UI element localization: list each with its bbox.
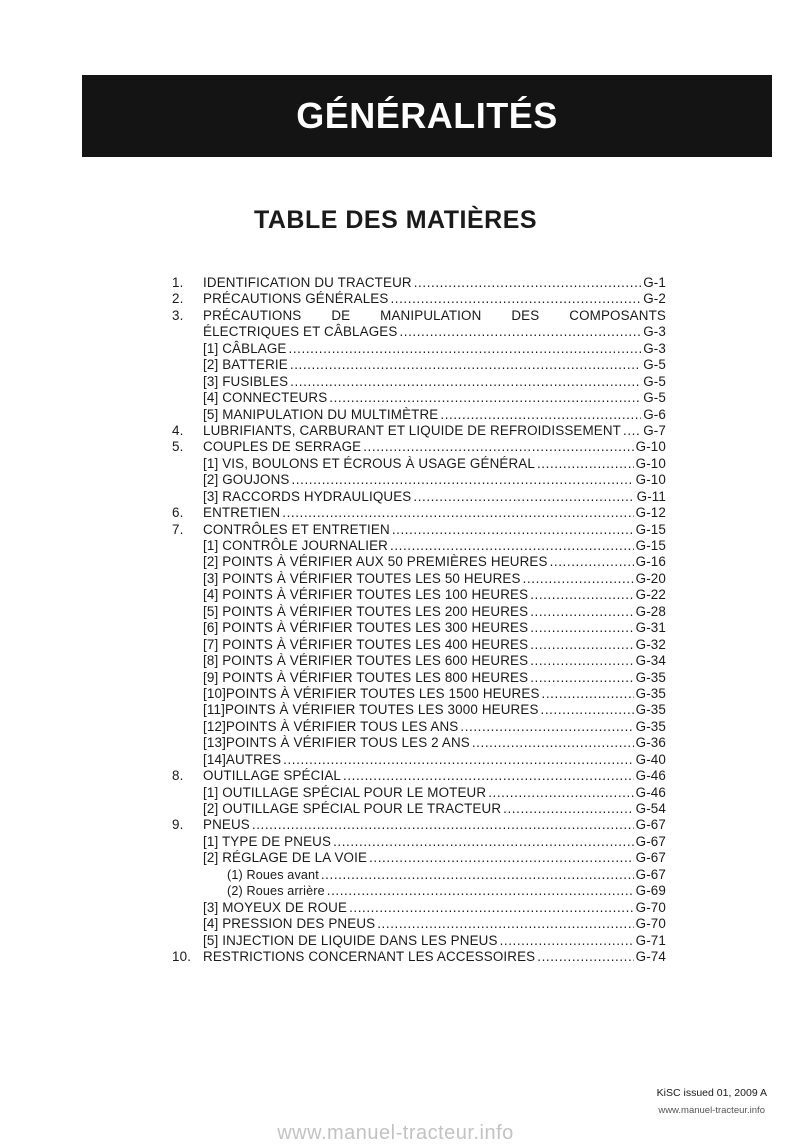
toc-entry-page: G-10 (635, 439, 666, 455)
toc-entry-title: [2] OUTILLAGE SPÉCIAL POUR LE TRACTEUR (203, 801, 502, 816)
toc-entry-number: 8. (172, 768, 184, 784)
toc-entry-title: PRÉCAUTIONS GÉNÉRALES (203, 291, 389, 307)
toc-dot-leader (460, 719, 633, 735)
toc-dot-leader (530, 620, 633, 636)
toc-entry-page: G-71 (635, 932, 666, 948)
toc-entry-page: G-35 (635, 685, 666, 701)
toc-dot-leader (523, 571, 634, 587)
toc-dot-leader (363, 439, 633, 455)
toc-entry-title: [1] VIS, BOULONS ET ÉCROUS À USAGE GÉNÉRAL (203, 455, 535, 471)
toc-entry[interactable] (172, 637, 666, 653)
toc-dot-leader (369, 850, 634, 866)
toc-entry-word: DE (331, 307, 351, 323)
toc-entry-page: G-74 (635, 948, 666, 964)
toc-entry-page: G-11 (636, 488, 666, 504)
toc-entry-page: G-3 (643, 324, 666, 340)
toc-entry-page: G-22 (635, 587, 666, 603)
toc-dot-leader (500, 933, 634, 949)
toc-entry-title: [12]POINTS À VÉRIFIER TOUS LES ANS (203, 718, 459, 734)
toc-entry-title: [3] MOYEUX DE ROUE (203, 899, 348, 915)
toc-entry-title: ÉLECTRIQUES ET CÂBLAGES (203, 324, 398, 340)
toc-entry-title: [2] GOUJONS (203, 472, 290, 488)
toc-dot-leader (542, 686, 634, 702)
toc-entry-title: ENTRETIEN (203, 505, 281, 521)
toc-entry-number: 9. (172, 817, 184, 833)
toc-entry-title: IDENTIFICATION DU TRACTEUR (203, 275, 412, 290)
toc-entry-page: G-40 (635, 751, 666, 767)
toc-entry-page: G-5 (643, 373, 666, 389)
toc-dot-leader (413, 489, 634, 505)
toc-entry-page: G-67 (635, 850, 666, 866)
toc-dot-leader (537, 949, 633, 965)
toc-entry-title: [10]POINTS À VÉRIFIER TOUTES LES 1500 HEURES (203, 685, 540, 701)
toc-entry-page: G-70 (635, 916, 666, 932)
toc-entry[interactable] (172, 275, 666, 291)
toc-entry-title: (1) Roues avant (227, 867, 319, 882)
toc-entry-title: [1] OUTILLAGE SPÉCIAL POUR LE MOTEUR (203, 784, 487, 800)
toc-entry[interactable] (172, 554, 666, 570)
toc-entry-page: G-35 (635, 669, 666, 685)
toc-entry-page: G-67 (635, 817, 666, 833)
toc-entry-title: [1] TYPE DE PNEUS (203, 833, 332, 849)
toc-entry-page: G-36 (635, 735, 666, 751)
toc-entry[interactable] (172, 686, 666, 702)
toc-dot-leader (399, 324, 641, 340)
toc-dot-leader (623, 423, 641, 439)
toc-entry-title: [9] POINTS À VÉRIFIER TOUTES LES 800 HEURES (203, 669, 529, 685)
toc-entry[interactable] (172, 670, 666, 686)
toc-entry-title: LUBRIFIANTS, CARBURANT ET LIQUIDE DE REFROIDISSEMENT (203, 422, 622, 438)
toc-entry[interactable] (172, 653, 666, 669)
toc-dot-leader (537, 456, 634, 472)
toc-dot-leader (503, 801, 633, 817)
toc-entry-number: 7. (172, 521, 184, 537)
toc-entry[interactable] (172, 949, 666, 965)
toc-entry-title: [4] CONNECTEURS (203, 390, 328, 406)
toc-entry-title: [8] POINTS À VÉRIFIER TOUTES LES 600 HEURES (203, 653, 529, 669)
toc-entry[interactable] (172, 522, 666, 538)
toc-entry-number: 10. (172, 948, 192, 964)
toc-entry-page: G-3 (643, 340, 666, 356)
toc-entry[interactable] (172, 439, 666, 455)
toc-entry-title: [1] CÂBLAGE (203, 340, 287, 356)
toc-dot-leader (472, 735, 634, 751)
toc-entry-title: [2] RÉGLAGE DE LA VOIE (203, 850, 368, 866)
toc-entry-title: [3] RACCORDS HYDRAULIQUES (203, 488, 412, 504)
toc-entry-title: COUPLES DE SERRAGE (203, 439, 362, 455)
toc-entry[interactable] (172, 834, 666, 850)
toc-entry-page: G-32 (635, 636, 666, 652)
toc-entry-title: OUTILLAGE SPÉCIAL (203, 768, 341, 784)
toc-entry[interactable] (172, 456, 666, 472)
toc-entry-page: G-5 (643, 357, 666, 373)
toc-dot-leader (390, 538, 634, 554)
toc-entry-title: [2] POINTS À VÉRIFIER AUX 50 PREMIÈRES HEURES (203, 554, 548, 570)
toc-entry-page: G-69 (635, 883, 666, 899)
toc-entry-page: G-2 (643, 291, 666, 307)
toc-dot-leader (329, 390, 641, 406)
toc-dot-leader (283, 752, 633, 768)
toc-entry[interactable] (172, 785, 666, 801)
toc-entry[interactable] (172, 702, 666, 718)
toc-entry-title: [11]POINTS À VÉRIFIER TOUTES LES 3000 HEURES (203, 702, 539, 718)
toc-entry-number: 4. (172, 422, 184, 438)
toc-entry-page: G-5 (643, 390, 666, 406)
toc-entry-title: (2) Roues arrière (227, 884, 325, 899)
toc-entry-page: G-67 (635, 866, 666, 882)
toc-entry-word: PRÉCAUTIONS (203, 307, 302, 323)
toc-entry-page: G-70 (635, 899, 666, 915)
toc-dot-leader (488, 785, 633, 801)
toc-entry[interactable] (172, 587, 666, 603)
toc-dot-leader (327, 883, 634, 899)
toc-entry-title: [5] INJECTION DE LIQUIDE DANS LES PNEUS (203, 932, 498, 948)
toc-entry-page: G-10 (635, 472, 666, 488)
toc-entry-number: 3. (172, 307, 184, 323)
toc-entry-page: G-46 (635, 768, 666, 784)
toc-entry-title: [3] POINTS À VÉRIFIER TOUTES LES 50 HEURES (203, 570, 521, 586)
toc-entry-title: [3] FUSIBLES (203, 373, 289, 389)
toc-dot-leader (541, 702, 634, 718)
document-code: KiSC issued 01, 2009 A (656, 1087, 767, 1099)
toc-entry-page: G-28 (635, 603, 666, 619)
toc-entry-page: G-31 (635, 620, 666, 636)
toc-entry-page: G-7 (643, 422, 666, 438)
toc-entry-title: PNEUS (203, 817, 250, 833)
toc-dot-leader (349, 900, 634, 916)
toc-entry[interactable] (172, 752, 666, 768)
toc-dot-leader (343, 768, 634, 784)
toc-entry-title: RESTRICTIONS CONCERNANT LES ACCESSOIRES (203, 948, 536, 964)
toc-entry[interactable] (172, 768, 666, 784)
toc-entry-page: G-35 (635, 702, 666, 718)
toc-dot-leader (289, 341, 642, 357)
toc-dot-leader (290, 357, 641, 373)
toc-entry-page: G-46 (635, 784, 666, 800)
toc-entry-number: 5. (172, 439, 184, 455)
toc-dot-leader (282, 505, 633, 521)
toc-dot-leader (530, 637, 633, 653)
toc-entry-page: G-20 (635, 570, 666, 586)
toc-entry-number: 1. (172, 275, 184, 290)
footer-website: www.manuel-tracteur.info (658, 1105, 765, 1116)
toc-heading: TABLE DES MATIÈRES (253, 206, 538, 234)
toc-entry[interactable] (172, 341, 666, 357)
watermark: www.manuel-tracteur.info (277, 1122, 514, 1144)
toc-entry-title: CONTRÔLES ET ENTRETIEN (203, 521, 390, 537)
toc-entry-title: [6] POINTS À VÉRIFIER TOUTES LES 300 HEURES (203, 620, 529, 636)
toc-entry-page: G-15 (635, 538, 666, 553)
toc-dot-leader (321, 867, 634, 883)
toc-entry-title: [7] POINTS À VÉRIFIER TOUTES LES 400 HEURES (203, 636, 529, 652)
toc-entry[interactable] (172, 390, 666, 406)
toc-entry-page: G-67 (635, 833, 666, 849)
chapter-title: GÉNÉRALITÉS (296, 95, 558, 136)
toc-dot-leader (390, 291, 641, 307)
toc-dot-leader (291, 472, 633, 488)
toc-entry[interactable] (172, 407, 666, 423)
toc-entry[interactable] (172, 900, 666, 916)
toc-entry-number: 2. (172, 291, 184, 307)
toc-dot-leader (530, 653, 633, 669)
toc-dot-leader (530, 587, 633, 603)
toc-entry[interactable] (172, 817, 666, 833)
toc-entry[interactable] (172, 291, 666, 307)
toc-dot-leader (290, 374, 641, 390)
toc-dot-leader (333, 834, 634, 850)
toc-entry[interactable] (172, 571, 666, 587)
toc-entry[interactable] (172, 505, 666, 521)
toc-entry[interactable] (172, 472, 666, 488)
toc-entry-page: G-54 (635, 801, 666, 816)
toc-entry[interactable] (172, 423, 666, 439)
toc-entry-title: [14]AUTRES (203, 751, 282, 767)
toc-dot-leader (550, 554, 634, 570)
toc-dot-leader (440, 407, 641, 423)
toc-entry-word: DES (511, 307, 540, 323)
toc-entry[interactable] (172, 374, 666, 390)
toc-entry[interactable] (172, 933, 666, 949)
toc-entry[interactable] (172, 604, 666, 620)
toc-entry[interactable] (172, 916, 666, 932)
toc-entry-title: [13]POINTS À VÉRIFIER TOUS LES 2 ANS (203, 735, 470, 751)
toc-entry[interactable] (172, 883, 666, 899)
table-of-contents (172, 275, 666, 965)
toc-entry-page: G-6 (643, 406, 666, 422)
toc-entry[interactable] (172, 538, 666, 554)
toc-entry[interactable] (172, 867, 666, 883)
toc-entry-title: [5] POINTS À VÉRIFIER TOUTES LES 200 HEURES (203, 603, 529, 619)
toc-entry-number: 6. (172, 505, 184, 521)
toc-entry-page: G-10 (635, 455, 666, 471)
toc-entry[interactable] (172, 308, 666, 324)
toc-entry-word: MANIPULATION (380, 307, 482, 323)
toc-dot-leader (414, 275, 641, 291)
toc-entry[interactable] (172, 850, 666, 866)
toc-entry-page: G-34 (635, 653, 666, 669)
toc-entry-title: [4] PRESSION DES PNEUS (203, 916, 376, 932)
chapter-banner (82, 75, 772, 157)
toc-entry-word: COMPOSANTS (569, 307, 666, 323)
toc-entry[interactable] (172, 735, 666, 751)
toc-entry-page: G-16 (635, 554, 666, 570)
toc-entry-title: [5] MANIPULATION DU MULTIMÈTRE (203, 406, 439, 422)
toc-dot-leader (530, 604, 633, 620)
toc-entry-page: G-1 (643, 275, 666, 290)
toc-dot-leader (392, 522, 634, 538)
toc-entry[interactable] (172, 620, 666, 636)
toc-entry-title (203, 308, 666, 324)
toc-entry[interactable] (172, 801, 666, 817)
toc-dot-leader (377, 916, 633, 932)
toc-entry-title: [1] CONTRÔLE JOURNALIER (203, 538, 389, 553)
toc-dot-leader (252, 817, 634, 833)
toc-dot-leader (530, 670, 633, 686)
toc-entry[interactable] (172, 324, 666, 340)
toc-entry[interactable] (172, 357, 666, 373)
toc-entry-title: [4] POINTS À VÉRIFIER TOUTES LES 100 HEURES (203, 587, 529, 603)
toc-entry-page: G-15 (635, 521, 666, 537)
toc-entry[interactable] (172, 719, 666, 735)
toc-entry[interactable] (172, 489, 666, 505)
toc-entry-page: G-12 (635, 505, 666, 521)
toc-entry-title: [2] BATTERIE (203, 357, 288, 373)
toc-entry-page: G-35 (635, 718, 666, 734)
